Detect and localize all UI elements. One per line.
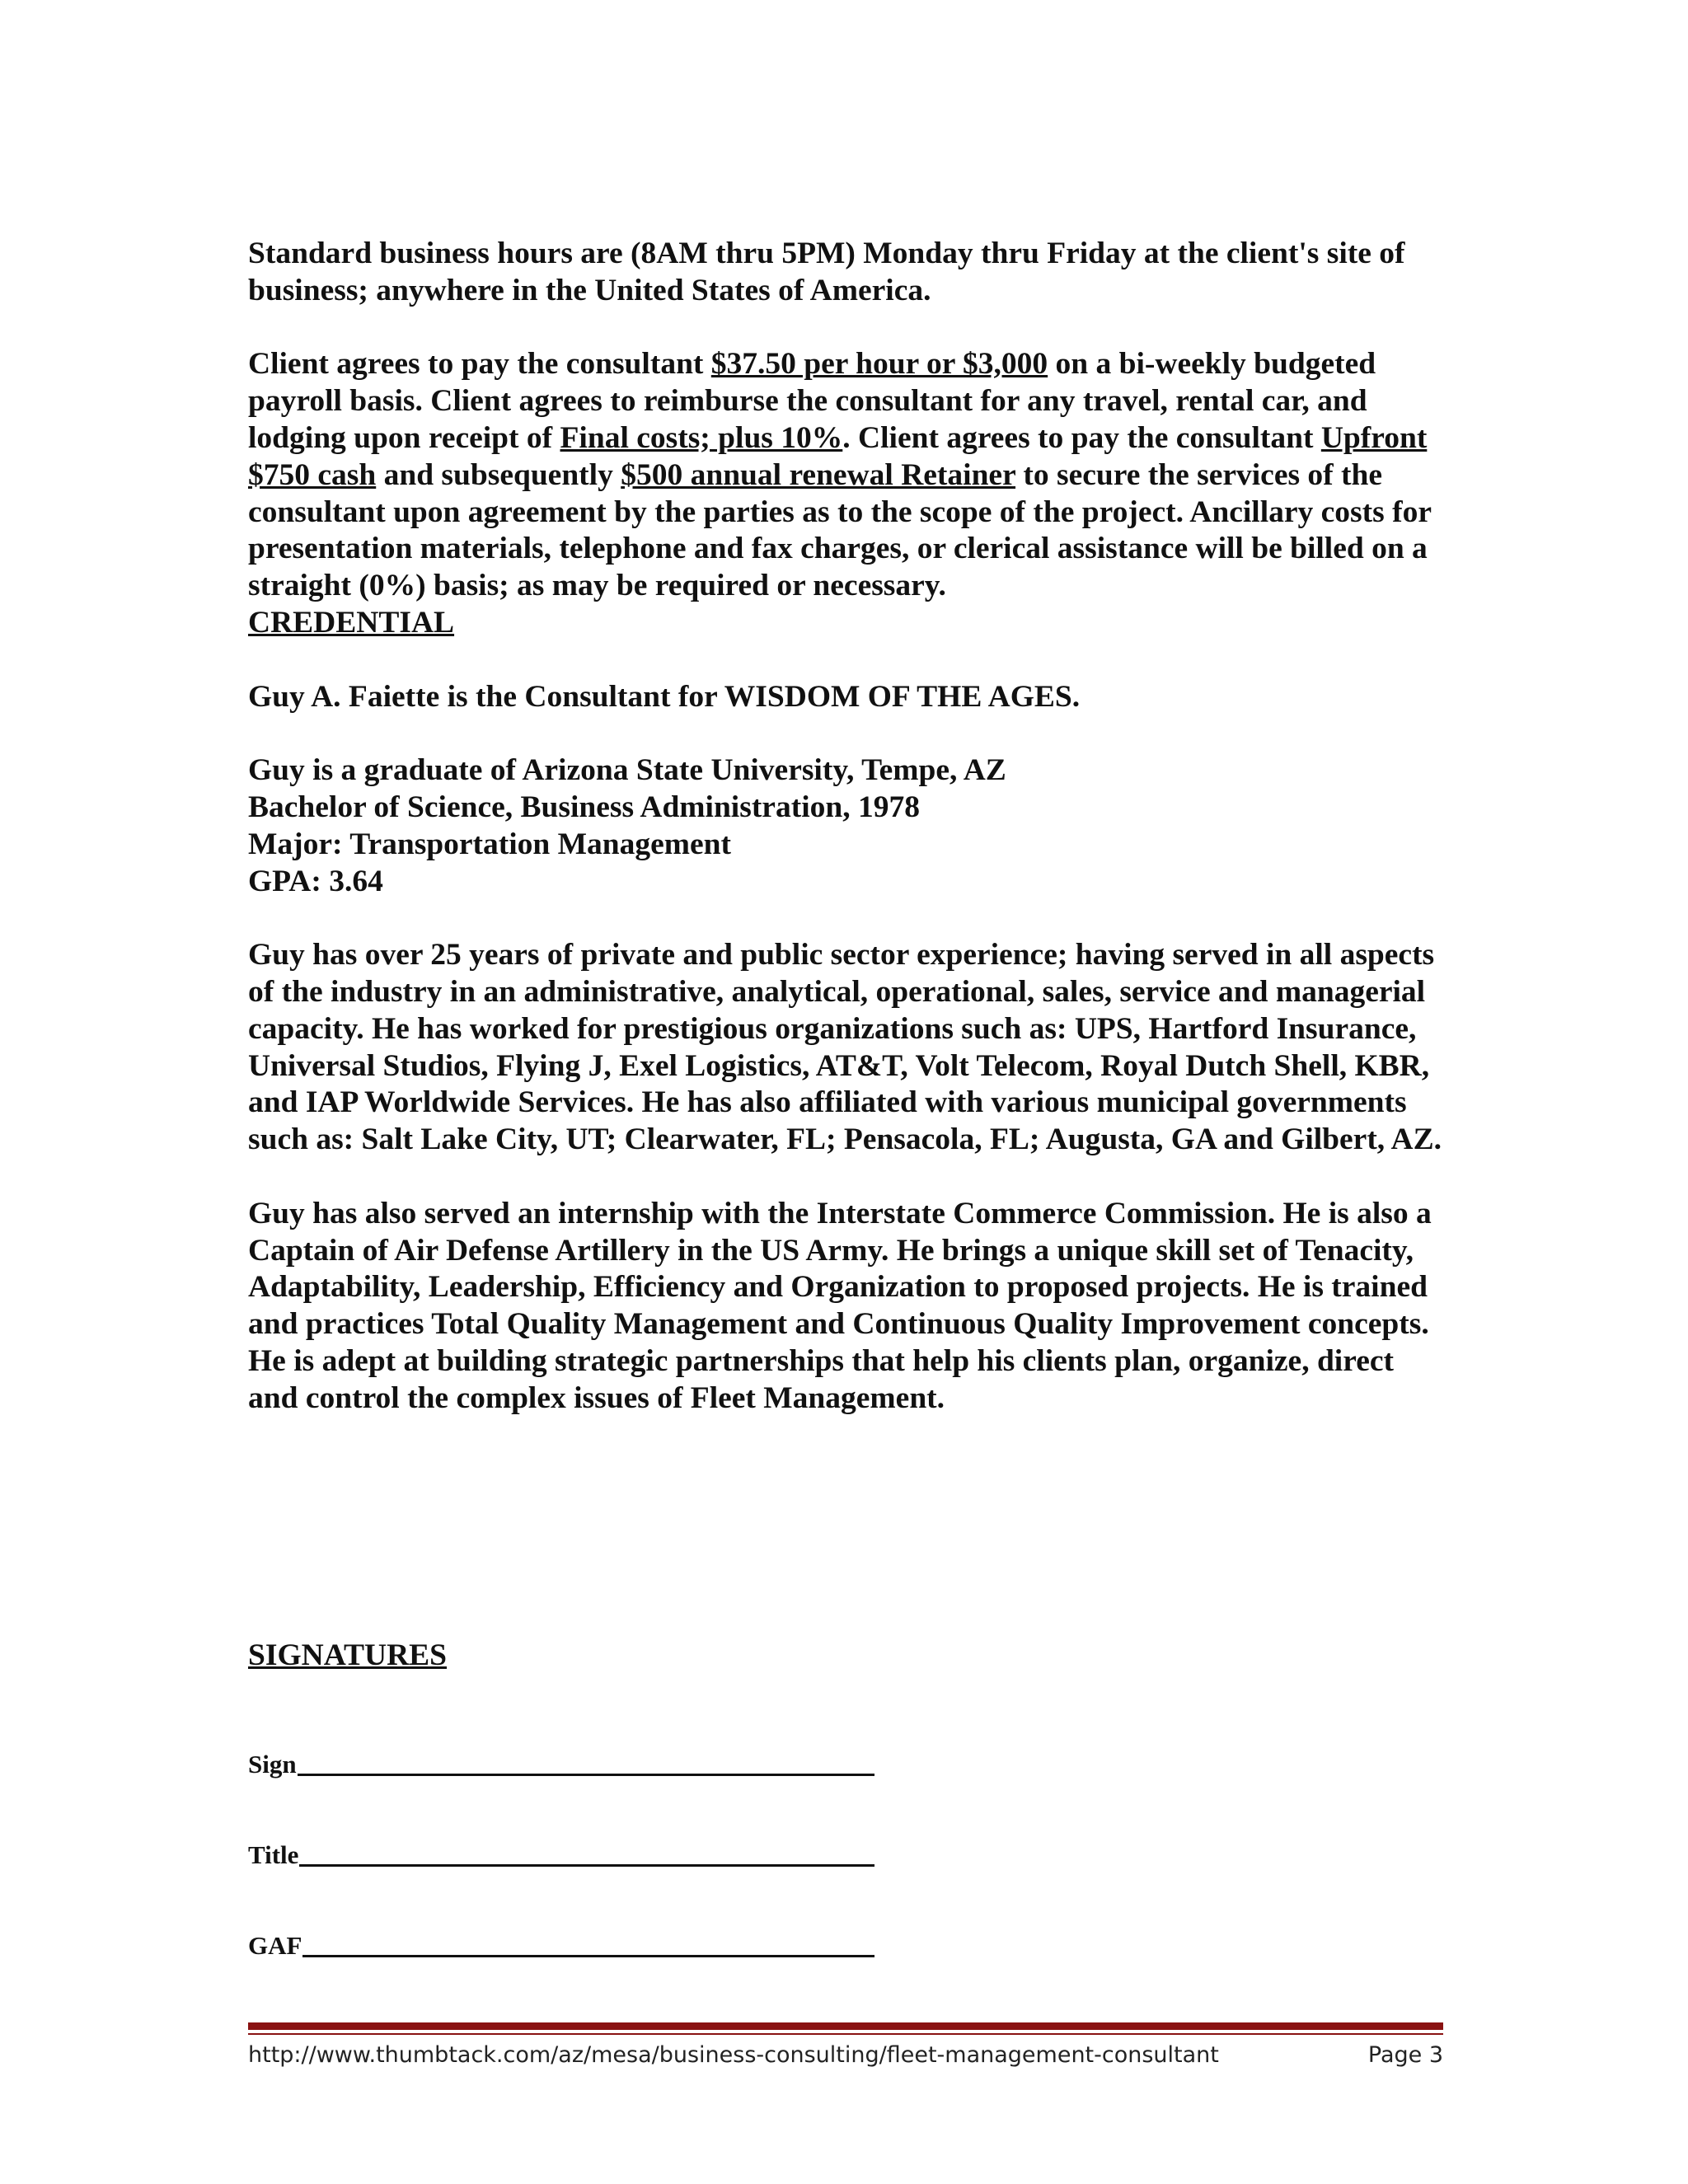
footer-rule — [248, 2022, 1443, 2030]
business-hours-paragraph: Standard business hours are (8AM thru 5PM) Monday thru Friday at the client's site of business; anywhere in the United States of America. — [248, 237, 1405, 307]
payment-text-3: . Client agrees to pay the consultant — [842, 420, 1321, 455]
experience-paragraph: Guy has over 25 years of private and public sector experience; having served in all aspects of the industry in an administrative, analytical, operational, sales, service and managerial capacity. He has worked for prestigious organizations such as: UPS, Hartford Insurance, Universal Studios, Flying J, Exel Logistics, AT&T, Volt Telecom, Royal Dutch Shell, KBR, and IAP Worldwide Services. He has also affiliated with various municipal governments such as: Salt Lake City, UT; Clearwater, FL; Pensacola, FL; Augusta, GA and Gilbert, AZ. — [248, 938, 1442, 1157]
payment-text-1: Client agrees to pay the consultant — [248, 347, 711, 382]
hourly-rate-term: $37.50 per hour or $3,000 — [710, 347, 1048, 382]
education-line: Bachelor of Science, Business Administration, 1978 — [248, 790, 920, 824]
sign-field[interactable] — [248, 1750, 874, 1779]
education-line: Guy is a graduate of Arizona State University, Tempe, AZ — [248, 753, 1006, 788]
document-body — [248, 236, 1443, 1418]
sign-line[interactable] — [298, 1773, 874, 1776]
gaf-label: GAF — [248, 1931, 302, 1960]
consultant-intro: Guy A. Faiette is the Consultant for WISDOM OF THE AGES. — [248, 679, 1081, 714]
footer-url: http://www.thumbtack.com/az/mesa/business-consulting/fleet-management-consultant — [248, 2042, 1219, 2068]
sign-label: Sign — [248, 1750, 297, 1779]
retainer-term: $500 annual renewal Retainer — [621, 457, 1016, 492]
title-label: Title — [248, 1840, 299, 1869]
gaf-field[interactable] — [248, 1931, 874, 1961]
gaf-line[interactable] — [302, 1954, 874, 1957]
signatures-heading: SIGNATURES — [248, 1638, 448, 1672]
title-field[interactable] — [248, 1840, 874, 1870]
page-number: Page 3 — [1367, 2042, 1443, 2068]
page-footer — [248, 2042, 1443, 2068]
footer-rule-thin — [248, 2033, 1443, 2035]
payment-text-2: on a bi-weekly budgeted payroll basis. Client agrees to reimburse the consultant for any travel, rental car, and lodging upon receipt of — [248, 347, 1376, 455]
education-line: GPA: 3.64 — [248, 864, 383, 898]
education-block — [248, 752, 1443, 900]
upfront-term: Upfront $750 cash — [248, 420, 1428, 492]
payment-terms-paragraph — [248, 346, 1443, 605]
title-line[interactable] — [299, 1863, 874, 1867]
reimbursement-term: Final costs; plus 10% — [560, 420, 843, 455]
credential-heading: CREDENTIAL — [248, 605, 455, 640]
payment-text-4: and subsequently — [376, 457, 621, 492]
service-paragraph: Guy has also served an internship with the Interstate Commerce Commission. He is also a Captain of Air Defense Artillery in the US Army. He brings a unique skill set of Tenacity, Adaptability, Leadership, Efficiency and Organization to proposed projects. He is trained and practices Total Quality Management and Continuous Quality Improvement concepts. He is adept at building strategic partnerships that help his clients plan, organize, direct and control the complex issues of Fleet Management. — [248, 1196, 1432, 1415]
payment-text-5: to secure the services of the consultant upon agreement by the parties as to the scope of the project. Ancillary costs for presentation materials, telephone and fax charges, or clerical assistance will be billed on a straight (0%) basis; as may be required or necessary. — [248, 457, 1432, 603]
education-line: Major: Transportation Management — [248, 827, 732, 861]
